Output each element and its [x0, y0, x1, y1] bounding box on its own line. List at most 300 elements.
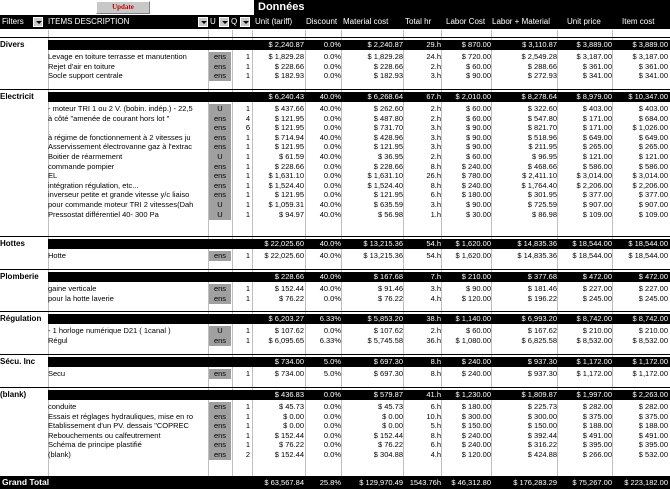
discount-header: Discount [306, 17, 338, 26]
item-unit: U [209, 210, 231, 220]
table-row[interactable] [0, 152, 670, 162]
table-row[interactable] [0, 171, 670, 181]
item-item-cost: $ 109.00 [638, 209, 668, 219]
group-total-item-cost: $ 18,544.00 [628, 239, 668, 248]
group-total-labor-material: $ 937.30 [527, 357, 557, 366]
item-item-cost: $ 684.00 [638, 113, 668, 123]
group-total-item-cost: $ 8,742.00 [632, 314, 668, 323]
table-row[interactable] [0, 114, 670, 124]
sheet-title: Données [254, 0, 670, 15]
group-label[interactable]: Divers [0, 40, 48, 50]
item-unit-tariff: $ 121.95 [274, 123, 304, 133]
item-discount: 0.0% [323, 142, 341, 152]
table-row[interactable] [0, 181, 670, 191]
item-total-hr: 8.h [430, 369, 441, 378]
item-material-cost: $ 0.00 [382, 411, 403, 421]
item-labor-material: $ 392.44 [527, 430, 557, 440]
item-discount: 0.0% [323, 161, 341, 171]
table-row[interactable] [0, 284, 670, 294]
item-labor-cost: $ 60.00 [465, 152, 491, 161]
item-material-cost: $ 45.73 [377, 402, 403, 411]
item-unit: ens [209, 431, 231, 441]
item-discount: 0.0% [323, 402, 341, 411]
item-description: Boitier de réarmement [48, 152, 123, 161]
item-item-cost: $ 2,206.00 [632, 180, 668, 190]
table-row[interactable] [0, 210, 670, 220]
group-total-material-cost: $ 5,853.20 [367, 314, 403, 323]
item-description: gaine verticale [48, 284, 97, 293]
group-total-discount: 0.0% [323, 390, 341, 399]
item-labor-cost: $ 300.00 [461, 411, 491, 421]
item-description: Schéma de principe plastifié [48, 440, 142, 450]
item-material-cost: $ 107.62 [373, 326, 403, 335]
item-quantity: 1 [245, 284, 251, 293]
item-quantity: 1 [245, 180, 251, 190]
item-item-cost: $ 3,187.00 [632, 52, 668, 61]
item-unit-price: $ 265.00 [582, 142, 612, 152]
item-unit-tariff: $ 182.93 [274, 71, 304, 81]
item-description: - moteur TRI 1 ou 2 V. (bobin. indép.) - 22,5 [48, 104, 193, 113]
item-unit-price: $ 227.00 [582, 284, 612, 293]
item-item-cost: $ 649.00 [638, 132, 668, 142]
item-total-hr: 3.h [430, 71, 441, 81]
group-total-labor-material: $ 6,993.20 [521, 314, 557, 323]
group-header-row[interactable] [0, 40, 670, 50]
item-unit: ens [209, 171, 231, 181]
item-unit-price: $ 18,544.00 [572, 251, 612, 260]
group-header-row[interactable] [0, 390, 670, 400]
group-total-discount: 0.0% [323, 40, 341, 49]
grand-total-label: Grand Total [2, 477, 50, 487]
item-discount: 40.0% [319, 132, 341, 142]
filters-header: Filters [2, 17, 24, 26]
item-quantity: 2 [245, 450, 251, 459]
item-description: Hotte [48, 251, 66, 260]
item-unit-price: $ 361.00 [582, 61, 612, 71]
item-total-hr: 8.h [430, 180, 441, 190]
update-button[interactable]: Update [96, 1, 150, 14]
item-labor-material: $ 14,835.36 [517, 251, 557, 260]
item-unit-price: $ 403.00 [582, 104, 612, 113]
item-labor-material: $ 167.62 [527, 326, 557, 335]
item-labor-material: $ 196.22 [527, 293, 557, 303]
group-total-unit-tariff: $ 6,203.27 [268, 314, 304, 323]
item-material-cost: $ 56.98 [377, 209, 403, 219]
table-row[interactable] [0, 412, 670, 422]
table-row[interactable] [0, 336, 670, 346]
table-row[interactable] [0, 402, 670, 412]
item-item-cost: $ 227.00 [638, 284, 668, 293]
item-labor-cost: $ 180.00 [461, 190, 491, 200]
item-item-cost: $ 341.00 [638, 71, 668, 81]
item-material-cost: $ 121.95 [373, 190, 403, 200]
item-unit: U [209, 152, 231, 162]
item-material-cost: $ 731.70 [373, 123, 403, 133]
item-description: Essais et réglages hydrauliques, mise en ro [48, 411, 194, 421]
table-row[interactable] [0, 123, 670, 133]
group-total-total-hr: 67.h [426, 92, 441, 101]
item-quantity: 1 [245, 293, 251, 303]
item-material-cost: $ 304.88 [373, 450, 403, 459]
item-quantity: 1 [245, 171, 251, 181]
item-labor-cost: $ 720.00 [461, 52, 491, 61]
item-material-cost: $ 182.93 [373, 71, 403, 81]
group-total-discount: 5.0% [323, 357, 341, 366]
item-material-cost: $ 228.66 [373, 161, 403, 171]
item-unit-tariff: $ 228.66 [274, 161, 304, 171]
item-unit-price: $ 121.00 [582, 152, 612, 161]
group-total-labor-cost: $ 1,140.00 [455, 314, 491, 323]
item-quantity: 1 [245, 152, 251, 161]
group-label[interactable]: (blank) [0, 390, 48, 400]
item-discount: 0.0% [323, 430, 341, 440]
grand-total-material-cost: $ 129,970.49 [359, 478, 403, 487]
group-total-item-cost: $ 3,889.00 [632, 40, 668, 49]
item-labor-material: $ 300.00 [527, 411, 557, 421]
item-unit-price: $ 491.00 [582, 430, 612, 440]
item-unit-tariff: $ 1,631.10 [268, 171, 304, 181]
group-total-unit-tariff: $ 228.66 [274, 272, 304, 281]
group-separator [0, 37, 670, 38]
item-item-cost: $ 1,172.00 [632, 369, 668, 378]
group-total-labor-material: $ 3,110.87 [522, 40, 557, 49]
group-total-discount: 40.0% [319, 272, 341, 281]
item-description: Secu [48, 369, 66, 378]
item-unit-tariff: $ 437.66 [274, 104, 304, 113]
item-discount: 0.0% [323, 411, 341, 421]
item-description: Socle support centrale [48, 71, 123, 81]
item-unit-tariff: $ 1,524.40 [268, 180, 304, 190]
item-quantity: 1 [245, 132, 251, 142]
item-labor-cost: $ 60.00 [465, 326, 491, 335]
group-label[interactable]: Sécu. Inc [0, 357, 48, 367]
group-total-unit-tariff: $ 734.00 [274, 357, 304, 366]
item-material-cost: $ 36.95 [377, 152, 403, 161]
item-item-cost: $ 907.00 [638, 200, 668, 209]
unit-price-header: Unit price [567, 17, 601, 26]
item-discount: 0.0% [323, 52, 341, 61]
item-total-hr: 5.h [430, 421, 441, 431]
item-description: Rejet d'air en toiture [48, 61, 115, 71]
item-unit-tariff: $ 45.73 [278, 402, 304, 411]
item-unit: ens [209, 52, 231, 62]
item-unit: ens [209, 123, 231, 133]
item-item-cost: $ 188.00 [638, 421, 668, 431]
item-total-hr: 2.h [430, 326, 441, 335]
item-description: à côté "amenée de courant hors lot " [48, 113, 170, 123]
item-unit-price: $ 171.00 [582, 123, 612, 133]
item-total-hr: 2.h [430, 61, 441, 71]
item-unit-tariff: $ 94.97 [278, 209, 304, 219]
item-labor-material: $ 86.98 [531, 209, 557, 219]
item-item-cost: $ 18,544.00 [628, 251, 668, 260]
item-labor-cost: $ 30.00 [465, 209, 491, 219]
grand-total-unit-price: $ 75,267.00 [572, 478, 612, 487]
item-quantity: 1 [245, 190, 251, 200]
item-labor-material: $ 211.95 [528, 142, 557, 152]
item-item-cost: $ 361.00 [638, 61, 668, 71]
group-header-row[interactable] [0, 239, 670, 249]
item-unit-price: $ 171.00 [582, 113, 612, 123]
description-dropdown-icon[interactable] [198, 17, 208, 27]
item-quantity: 1 [245, 52, 251, 61]
item-total-hr: 36.h [426, 335, 441, 345]
item-unit-tariff: $ 0.00 [283, 411, 304, 421]
item-item-cost: $ 3,014.00 [632, 171, 668, 181]
item-total-hr: 6.h [430, 402, 441, 411]
item-description: - 1 horloge numérique D21 ( 1canal ) [48, 326, 171, 335]
table-row[interactable] [0, 190, 670, 200]
group-total-total-hr: 54.h [426, 239, 441, 248]
item-unit: ens [209, 190, 231, 200]
group-total-labor-cost: $ 1,620.00 [455, 239, 491, 248]
item-labor-cost: $ 90.00 [465, 200, 491, 209]
table-row[interactable] [0, 440, 670, 450]
item-labor-cost: $ 180.00 [461, 402, 491, 411]
item-discount: 40.0% [319, 152, 341, 161]
item-unit: U [209, 326, 231, 336]
item-unit-price: $ 377.00 [582, 190, 612, 200]
item-unit-tariff: $ 76.22 [278, 440, 304, 450]
table-row[interactable] [0, 294, 670, 304]
table-row[interactable] [0, 200, 670, 210]
item-item-cost: $ 245.00 [638, 293, 668, 303]
item-labor-cost: $ 780.00 [461, 171, 491, 181]
item-unit-tariff: $ 734.00 [274, 369, 304, 378]
table-row[interactable] [0, 133, 670, 143]
item-description: Levage en toiture terrasse et manutention [48, 52, 187, 61]
table-row[interactable] [0, 52, 670, 62]
item-unit-price: $ 210.00 [582, 326, 612, 335]
item-total-hr: 8.h [430, 430, 441, 440]
item-discount: 5.0% [323, 369, 341, 378]
group-label[interactable]: Hottes [0, 239, 48, 249]
group-header-row[interactable] [0, 314, 670, 324]
group-separator [0, 236, 670, 237]
table-row[interactable] [0, 450, 670, 460]
unit-tariff-header: Unit (tariff) [255, 17, 293, 26]
group-header-row[interactable] [0, 357, 670, 367]
item-unit: ens [209, 114, 231, 124]
item-unit-tariff: $ 152.44 [274, 450, 304, 459]
group-total-unit-price: $ 1,172.00 [576, 357, 612, 366]
item-item-cost: $ 586.00 [638, 161, 668, 171]
group-total-unit-tariff: $ 2,240.87 [268, 40, 304, 49]
item-unit: ens [209, 162, 231, 172]
item-total-hr: 1.h [430, 209, 441, 219]
group-total-unit-price: $ 472.00 [582, 272, 612, 281]
group-separator [0, 354, 670, 355]
item-total-hr: 3.h [430, 200, 441, 209]
filters-dropdown-icon[interactable] [33, 17, 43, 27]
grand-total-total-hr: 1543.76h [409, 478, 441, 487]
group-total-total-hr: 7.h [430, 272, 441, 281]
item-material-cost: $ 697.30 [373, 369, 403, 378]
item-description: Asservissement électrovanne gaz à l'extrac [48, 142, 192, 152]
group-total-total-hr: 8.h [430, 357, 441, 366]
item-description: pour la hotte laverie [48, 293, 114, 303]
item-item-cost: $ 121.00 [638, 152, 668, 161]
item-unit-tariff: $ 121.95 [274, 190, 304, 200]
item-discount: 40.0% [319, 209, 341, 219]
item-unit: ens [209, 450, 231, 460]
item-description: Pressostat différentiel 40- 300 Pa [48, 209, 159, 219]
item-material-cost: $ 228.66 [373, 61, 403, 71]
item-description: (blank) [48, 450, 71, 459]
item-total-hr: 8.h [430, 161, 441, 171]
item-labor-material: $ 821.70 [527, 123, 557, 133]
item-description: pour commande moteur TRI 2 vitesses(Dah [48, 200, 194, 209]
item-unit: ens [209, 294, 231, 304]
total-hr-header: Total hr [405, 17, 432, 26]
item-unit-price: $ 266.00 [582, 450, 612, 459]
group-header-row[interactable] [0, 272, 670, 282]
item-unit: ens [209, 402, 231, 412]
item-total-hr: 2.h [430, 113, 441, 123]
group-total-labor-cost: $ 870.00 [461, 40, 491, 49]
table-row[interactable] [0, 326, 670, 336]
item-unit-tariff: $ 121.95 [274, 142, 304, 152]
item-unit-price: $ 2,206.00 [576, 180, 612, 190]
group-total-material-cost: $ 6,268.64 [367, 92, 403, 101]
item-labor-material: $ 468.66 [527, 161, 557, 171]
item-labor-material: $ 424.88 [527, 450, 557, 459]
item-discount: 6.33% [319, 335, 341, 345]
item-quantity: 1 [245, 411, 251, 421]
item-material-cost: $ 428.96 [373, 132, 403, 142]
item-description: commande pompier [48, 161, 115, 171]
item-labor-material: $ 518.96 [527, 132, 557, 142]
unit-dropdown-icon[interactable] [219, 17, 229, 27]
item-unit: ens [209, 251, 231, 261]
item-quantity: 1 [245, 335, 251, 345]
item-total-hr: 3.h [430, 284, 441, 293]
item-discount: 0.0% [323, 61, 341, 71]
grand-total-unit-tariff: $ 63,567.84 [264, 478, 304, 487]
grand-total-labor-cost: $ 46,312.80 [451, 478, 491, 487]
item-quantity: 1 [245, 251, 251, 260]
table-row[interactable] [0, 142, 670, 152]
table-row[interactable] [0, 369, 670, 379]
group-total-unit-price: $ 1,997.00 [576, 390, 612, 399]
item-total-hr: 6.h [430, 440, 441, 450]
item-unit-tariff: $ 107.62 [274, 326, 304, 335]
item-unit-price: $ 586.00 [582, 161, 612, 171]
table-row[interactable] [0, 431, 670, 441]
table-row[interactable] [0, 71, 670, 81]
item-unit: ens [209, 336, 231, 346]
item-labor-cost: $ 60.00 [465, 61, 491, 71]
item-labor-cost: $ 1,080.00 [455, 335, 491, 345]
item-labor-cost: $ 240.00 [461, 161, 491, 171]
table-row[interactable] [0, 104, 670, 114]
group-total-labor-cost: $ 2,010.00 [455, 92, 491, 101]
labor-cost-header: Labor Cost [446, 17, 486, 26]
group-label[interactable]: Plomberie [0, 272, 48, 282]
item-unit-price: $ 3,014.00 [576, 171, 612, 181]
item-quantity: 1 [245, 430, 251, 440]
item-labor-cost: $ 240.00 [461, 180, 491, 190]
table-row[interactable] [0, 162, 670, 172]
item-unit-price: $ 282.00 [582, 402, 612, 411]
table-row[interactable] [0, 62, 670, 72]
item-unit: ens [209, 181, 231, 191]
item-total-hr: 2.h [430, 152, 441, 161]
item-unit-price: $ 907.00 [582, 200, 612, 209]
item-discount: 0.0% [323, 123, 341, 133]
item-discount: 40.0% [319, 251, 341, 260]
item-total-hr: 4.h [430, 450, 441, 459]
item-labor-cost: $ 120.00 [461, 450, 491, 459]
item-material-cost: $ 121.95 [373, 142, 403, 152]
item-material-cost: $ 5,745.58 [367, 335, 403, 345]
item-quantity: 6 [245, 123, 251, 133]
item-unit-price: $ 1,172.00 [576, 369, 612, 378]
group-total-material-cost: $ 579.87 [373, 390, 403, 399]
item-description: Régul [48, 335, 68, 345]
item-material-cost: $ 1,524.40 [367, 180, 403, 190]
table-row[interactable] [0, 251, 670, 261]
item-labor-material: $ 2,411.10 [522, 171, 557, 181]
item-unit-tariff: $ 22,025.60 [264, 251, 304, 260]
item-labor-cost: $ 90.00 [465, 142, 491, 152]
group-header-row[interactable] [0, 92, 670, 102]
group-total-labor-cost: $ 1,230.00 [455, 390, 491, 399]
group-total-item-cost: $ 10,347.00 [628, 92, 668, 101]
toolbar [0, 0, 670, 15]
item-labor-material: $ 2,549.28 [521, 52, 557, 61]
group-label[interactable]: Régulation [0, 314, 48, 324]
item-discount: 0.0% [323, 440, 341, 450]
item-discount: 0.0% [323, 171, 341, 181]
grand-total-item-cost: $ 223,182.00 [624, 478, 668, 487]
item-item-cost: $ 210.00 [638, 326, 668, 335]
group-label[interactable]: Electricit [0, 92, 48, 102]
description-header: ITEMS DESCRIPTION [48, 17, 130, 26]
item-material-cost: $ 76.22 [377, 293, 403, 303]
group-total-material-cost: $ 697.30 [373, 357, 403, 366]
item-description: à régime de fonctionnement à 2 vitesses ju [48, 132, 191, 142]
group-total-labor-cost: $ 210.00 [461, 272, 491, 281]
item-unit-tariff: $ 61.59 [278, 152, 304, 161]
item-unit-price: $ 649.00 [582, 132, 612, 142]
item-material-cost: $ 487.80 [373, 113, 403, 123]
group-separator [0, 269, 670, 270]
item-item-cost: $ 265.00 [638, 142, 668, 152]
item-quantity: 1 [245, 61, 251, 71]
item-labor-material: $ 288.66 [527, 61, 557, 71]
item-total-hr: 10.h [426, 411, 441, 421]
item-unit-tariff: $ 1,059.31 [268, 200, 304, 209]
item-total-hr: 6.h [430, 190, 441, 200]
item-total-hr: 54.h [426, 251, 441, 260]
group-total-discount: 40.0% [319, 239, 341, 248]
item-quantity: 1 [245, 440, 251, 450]
item-labor-cost: $ 90.00 [465, 132, 491, 142]
column-header-row [0, 15, 670, 29]
item-total-hr: 24.h [426, 52, 441, 61]
item-quantity: 1 [245, 421, 251, 431]
item-unit-price: $ 341.00 [582, 71, 612, 81]
group-separator [0, 89, 670, 90]
item-unit-tariff: $ 0.00 [283, 421, 304, 431]
item-labor-cost: $ 90.00 [465, 71, 491, 81]
quantity-dropdown-icon[interactable] [240, 17, 250, 27]
item-description: conduite [48, 402, 77, 411]
group-total-item-cost: $ 1,172.00 [632, 357, 668, 366]
table-row[interactable] [0, 421, 670, 431]
group-total-material-cost: $ 2,240.87 [367, 40, 403, 49]
